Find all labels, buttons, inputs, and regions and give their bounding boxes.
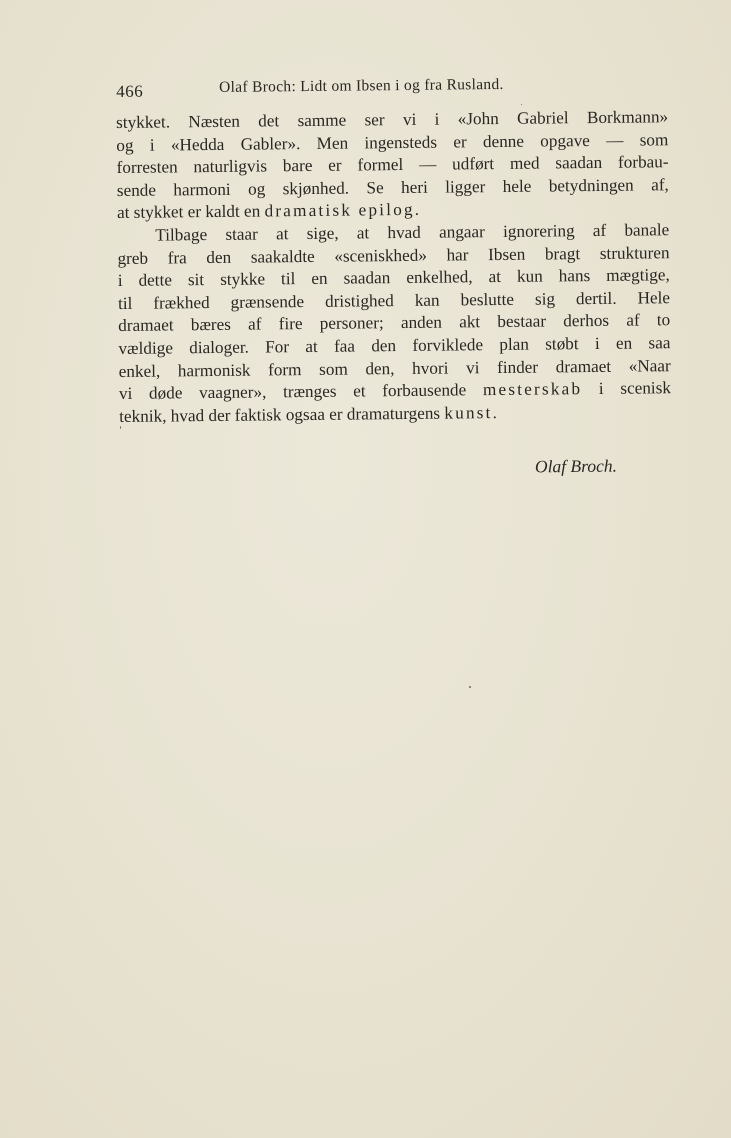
body-text	[116, 106, 671, 428]
text-line: til frækhed grænsende dristighed kan beslutte sig dertil. Hele	[117, 287, 671, 313]
text-line: stykket. Næsten det samme ser vi i «John Gabriel Borkmann»	[116, 107, 669, 132]
text-fragment: i scenisk	[598, 378, 672, 399]
running-title: Olaf Broch: Lidt om Ibsen i og fra Rusland.	[219, 75, 504, 96]
spaced-emphasis: kunst.	[444, 402, 500, 423]
text-line: vældige dialoger. For at faa den forviklede plan støbt i en saa	[118, 333, 671, 358]
text-line: i dette sit stykke til en saadan enkelhed, at kun hans mægtige,	[117, 265, 670, 291]
text-line	[119, 400, 671, 428]
paper-speck	[521, 104, 522, 105]
text-line: Tilbage staar at sige, at hvad angaar ignorering af banale	[155, 220, 670, 245]
text-line: enkel, harmonisk form som den, hvori vi finder dramaet «Naar	[118, 355, 671, 381]
text-line: dramaet bæres af fire personer; anden akt bestaar derhos af to	[118, 310, 671, 336]
spaced-emphasis: dramatisk epilog.	[264, 200, 422, 221]
text-fragment: at stykket er kaldt en	[116, 201, 261, 223]
running-head	[116, 70, 676, 102]
author-signature: Olaf Broch.	[534, 455, 618, 477]
text-line: sende harmoni og skjønhed. Se heri ligger hele betydningen af,	[116, 174, 669, 200]
text-line: forresten naturligvis bare er formel — udført med saadan forbau-	[116, 152, 669, 178]
text-line: greb fra den saakaldte «sceniskhed» har Ibsen bragt strukturen	[117, 242, 670, 268]
paper-speck	[120, 426, 121, 429]
text-line: og i «Hedda Gabler». Men ingensteds er denne opgave — som	[116, 129, 669, 155]
paper-speck	[469, 686, 471, 688]
spaced-emphasis: mesterskab	[482, 379, 583, 400]
text-fragment: vi døde vaagner», trænges et forbausende	[118, 380, 467, 404]
text-fragment: teknik, hvad der faktisk ogsaa er dramaturgens	[119, 403, 441, 426]
page-number: 466	[116, 81, 144, 101]
